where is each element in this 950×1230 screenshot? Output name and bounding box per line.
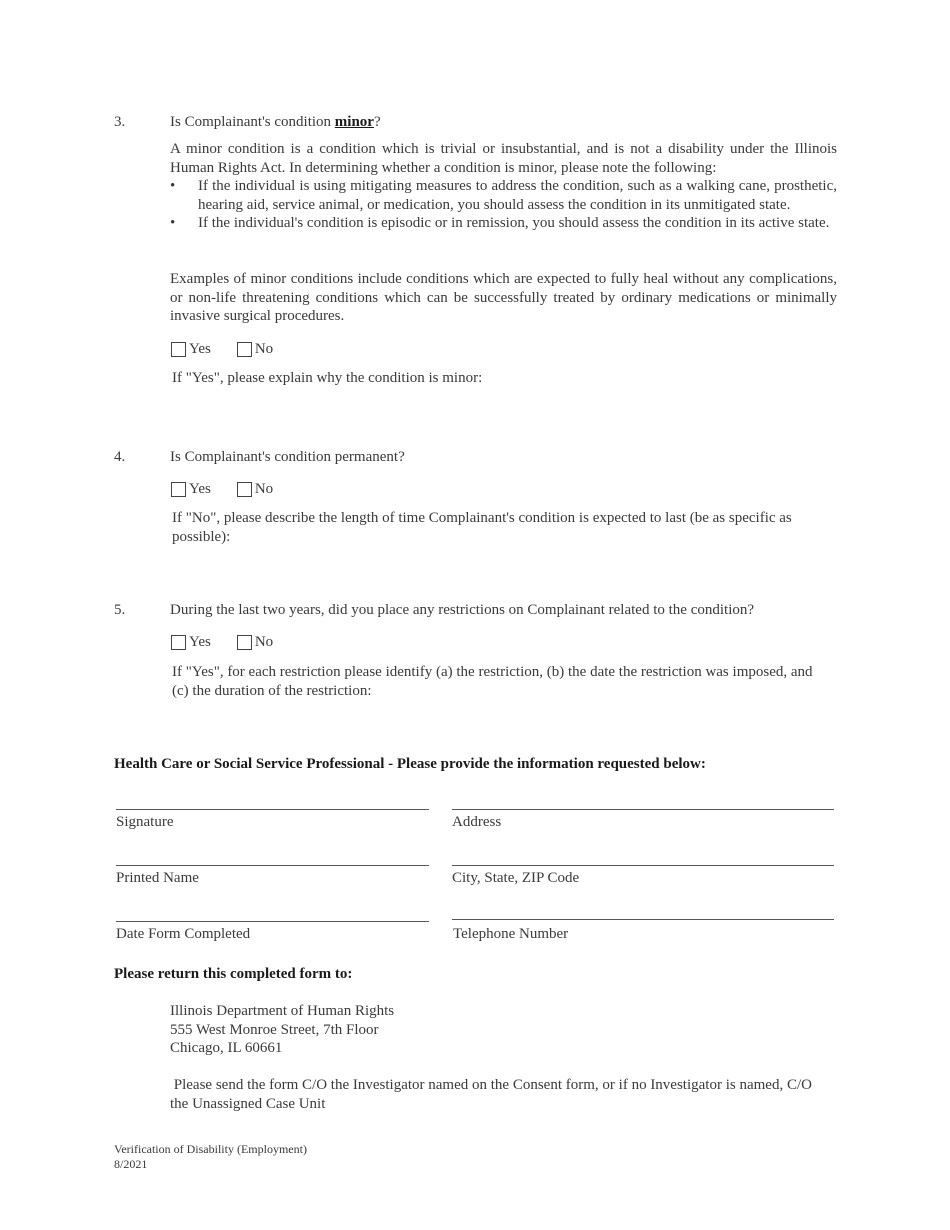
telephone-label: Telephone Number	[453, 926, 569, 942]
printed-name-label: Printed Name	[116, 870, 199, 886]
question-5-yes-checkbox[interactable]	[171, 633, 211, 652]
question-3-intro: A minor condition is a condition which is trivial or insubstantial, and is not a disability under the Illinois Human Rights Act. In determining whether a condition is minor, please note the following:	[170, 141, 837, 176]
question-3-text-pre: Is Complainant's condition	[170, 114, 335, 130]
question-3-options	[171, 340, 273, 359]
question-4-text: Is Complainant's condition permanent?	[170, 449, 405, 465]
return-heading: Please return this completed form to:	[114, 966, 353, 982]
question-4-options	[171, 480, 273, 499]
checkbox-label: No	[254, 634, 274, 650]
bullet-text: If the individual is using mitigating measures to address the condition, such as a walking cane, prosthetic, hearing aid, service animal, or medication, you should assess the condition in its unmitigated state.	[198, 178, 837, 213]
address-line[interactable]	[452, 809, 834, 810]
checkbox-label: No	[254, 341, 274, 357]
signature-label: Signature	[116, 814, 174, 830]
question-5-followup: If "Yes", for each restriction please identify (a) the restriction, (b) the date the restriction was imposed, and (c) the duration of the restriction:	[172, 664, 813, 699]
professional-heading: Health Care or Social Service Professional - Please provide the information requested below:	[114, 756, 706, 772]
checkbox-icon	[237, 635, 252, 650]
checkbox-icon	[237, 482, 252, 497]
question-3-text-post: ?	[373, 114, 381, 130]
question-4-no-checkbox[interactable]	[237, 480, 273, 499]
date-completed-line[interactable]	[116, 921, 429, 922]
signature-line[interactable]	[116, 809, 429, 810]
bullet-icon: •	[170, 178, 176, 194]
question-5-no-checkbox[interactable]	[237, 633, 273, 652]
address-label: Address	[452, 814, 502, 830]
question-4-followup: If "No", please describe the length of time Complainant's condition is expected to last (be as specific as possible):	[172, 510, 792, 545]
question-5-text: During the last two years, did you place any restrictions on Complainant related to the condition?	[170, 602, 755, 618]
question-3-followup: If "Yes", please explain why the condition is minor:	[172, 370, 483, 386]
city-state-zip-line[interactable]	[452, 865, 834, 866]
question-3-no-checkbox[interactable]	[237, 340, 273, 359]
question-3-emphasis: minor	[334, 114, 374, 130]
return-address-line: Illinois Department of Human Rights	[170, 1003, 395, 1019]
question-3-yes-checkbox[interactable]	[171, 340, 211, 359]
question-5-options	[171, 633, 273, 652]
question-4-number: 4.	[114, 449, 126, 465]
return-address	[170, 1002, 394, 1058]
checkbox-icon	[237, 342, 252, 357]
checkbox-label: Yes	[189, 481, 211, 497]
return-instructions: Please send the form C/O the Investigator named on the Consent form, or if no Investigator is named, C/O the Unassigned Case Unit	[170, 1077, 816, 1112]
question-3-bullet-list	[170, 177, 837, 233]
checkbox-label: No	[254, 481, 274, 497]
question-3-examples: Examples of minor conditions include conditions which are expected to fully heal without any complications, or non-life threatening conditions which can be successfully treated by ordinary medications or minimally invasive surgical procedures.	[170, 271, 837, 325]
return-address-line: 555 West Monroe Street, 7th Floor	[170, 1021, 379, 1038]
bullet-icon: •	[170, 215, 176, 232]
footer-title: Verification of Disability (Employment)	[114, 1142, 307, 1156]
checkbox-label: Yes	[189, 634, 211, 650]
city-state-zip-label: City, State, ZIP Code	[452, 870, 580, 886]
telephone-line[interactable]	[452, 919, 834, 920]
question-3-number: 3.	[114, 114, 126, 130]
checkbox-label: Yes	[189, 341, 211, 357]
return-address-line: Chicago, IL 60661	[170, 1040, 283, 1057]
checkbox-icon	[171, 635, 186, 650]
checkbox-icon	[171, 342, 186, 357]
checkbox-icon	[171, 482, 186, 497]
date-completed-label: Date Form Completed	[116, 926, 251, 942]
question-4-yes-checkbox[interactable]	[171, 480, 211, 499]
list-item	[170, 177, 837, 214]
footer-date: 8/2021	[114, 1157, 148, 1171]
question-5-number: 5.	[114, 602, 126, 618]
list-item	[170, 214, 837, 233]
question-3-text	[170, 113, 381, 132]
footer	[114, 1142, 307, 1172]
printed-name-line[interactable]	[116, 865, 429, 866]
bullet-text: If the individual's condition is episodic or in remission, you should assess the condition in its active state.	[198, 215, 830, 232]
